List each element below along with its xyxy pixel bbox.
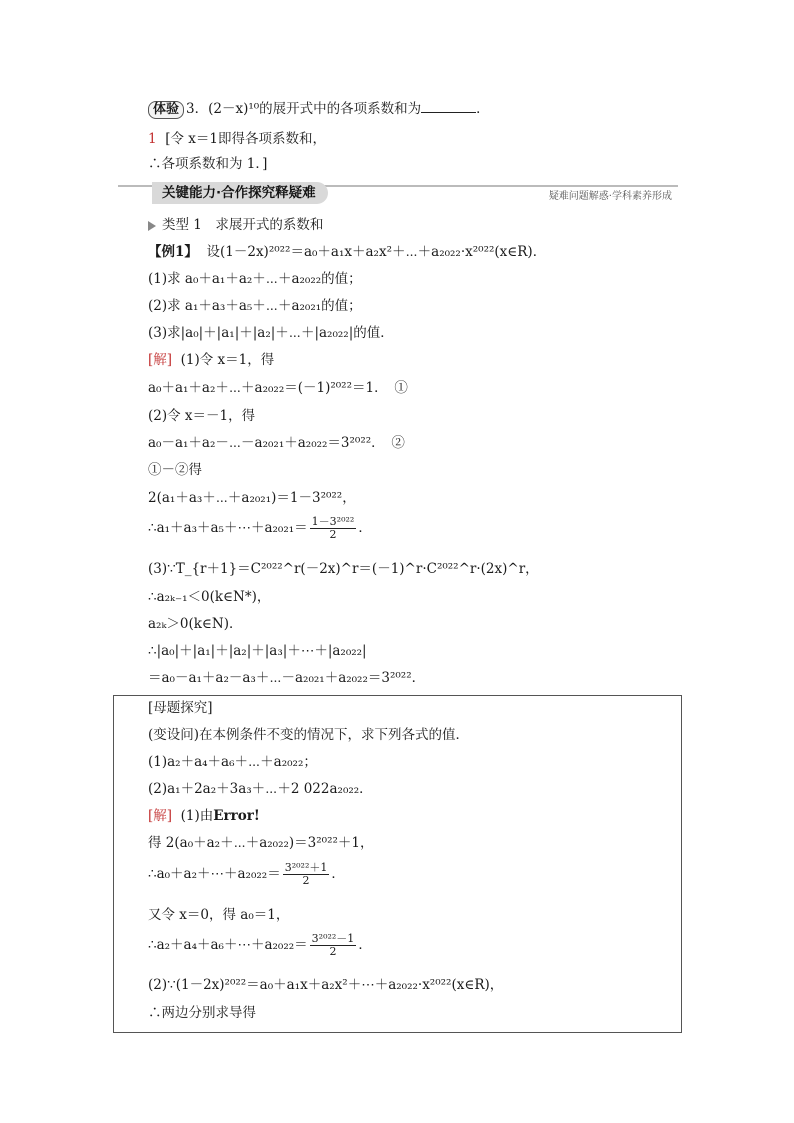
box-s3-pre: ∴a₀＋a₂＋⋯＋a₂₀₂₂＝: [148, 866, 281, 882]
solution-s1: (1)令 x＝1，得: [180, 352, 275, 368]
solution-s9: ∴a₂ₖ₋₁＜0(k∈N*)，: [148, 589, 271, 605]
fraction-den: 2: [302, 874, 310, 887]
example-q2: (2)求 a₁＋a₃＋a₅＋⋯＋a₂₀₂₁的值；: [148, 298, 362, 314]
solution-s4: a₀－a₁＋a₂－⋯－a₂₀₂₁＋a₂₀₂₂＝3²⁰²²． ②: [148, 435, 405, 451]
experience-answer-text: [令 x＝1即得各项系数和，: [165, 131, 326, 147]
fraction: [310, 516, 357, 541]
box-q1: (1)a₂＋a₄＋a₆＋⋯＋a₂₀₂₂；: [148, 754, 317, 770]
experience-answer-num: 1: [148, 131, 157, 147]
type-label: 类型 1 求展开式的系数和: [162, 217, 324, 233]
box-s1-error: Error!: [213, 808, 260, 824]
solution-s3: (2)令 x＝－1，得: [148, 408, 256, 424]
answer-blank: [421, 100, 476, 113]
fraction-den: 2: [329, 945, 337, 958]
fraction: [283, 862, 330, 887]
fraction-num: 3²⁰²²＋1: [284, 861, 328, 874]
box-question: (变设问)在本例条件不变的情况下，求下列各式的值．: [148, 727, 470, 743]
example-statement: [148, 243, 546, 261]
solution-s8: (3)∵T_{r＋1}＝C²⁰²²^r(－2x)^r＝(－1)^r·C²⁰²²^r·(2x)^r，: [148, 561, 539, 577]
experience-answer: [148, 130, 326, 148]
fraction-num: 1－3²⁰²²: [311, 515, 355, 528]
solution-s5: ①－②得: [148, 462, 202, 478]
box-s3-post: ．: [331, 866, 345, 882]
type-heading: [148, 216, 323, 234]
solution-s10: a₂ₖ＞0(k∈N)．: [148, 616, 243, 632]
experience-answer-2: ∴各项系数和为 1．]: [148, 156, 268, 172]
box-q2: (2)a₁＋2a₂＋3a₃＋⋯＋2 022a₂₀₂₂．: [148, 781, 373, 797]
solution-s2: a₀＋a₁＋a₂＋⋯＋a₂₀₂₂＝(－1)²⁰²²＝1． ①: [148, 380, 408, 396]
box-title: [母题探究]: [148, 700, 213, 716]
example-head: 【例1】: [148, 244, 198, 260]
fraction: [310, 933, 357, 958]
box-s5-post: ．: [358, 937, 372, 953]
solution-s7-post: ．: [358, 520, 372, 536]
box-s1-pre: (1)由: [180, 808, 214, 824]
solution-s6: 2(a₁＋a₃＋⋯＋a₂₀₂₁)＝1－3²⁰²²，: [148, 490, 356, 506]
solution-s7-pre: ∴a₁＋a₃＋a₅＋⋯＋a₂₀₂₁＝: [148, 520, 308, 536]
experience-end: ．: [476, 101, 490, 117]
box-s5: [148, 933, 372, 958]
section-title: 关键能力·合作探究释疑难: [152, 182, 328, 204]
solution-tag: [解]: [148, 352, 173, 368]
solution-s7: [148, 516, 372, 541]
box-s6: (2)∵(1－2x)²⁰²²＝a₀＋a₁x＋a₂x²＋⋯＋a₂₀₂₂·x²⁰²²(x∈R)，: [148, 977, 504, 993]
play-icon: [148, 221, 156, 231]
example-q1: (1)求 a₀＋a₁＋a₂＋⋯＋a₂₀₂₂的值；: [148, 271, 362, 287]
box-s4: 又令 x＝0，得 a₀＝1，: [148, 907, 290, 923]
experience-question: [148, 100, 490, 119]
box-s5-pre: ∴a₂＋a₄＋a₆＋⋯＋a₂₀₂₂＝: [148, 937, 308, 953]
section-bar: [118, 180, 678, 206]
solution-s12: ＝a₀－a₁＋a₂－a₃＋⋯－a₂₀₂₁＋a₂₀₂₂＝3²⁰²²．: [148, 670, 426, 686]
box-s2: 得 2(a₀＋a₂＋⋯＋a₂₀₂₂)＝3²⁰²²＋1，: [148, 835, 374, 851]
box-s1: [148, 807, 260, 825]
experience-tag: 体验: [148, 101, 184, 119]
experience-question-text: 3．(2－x)¹⁰的展开式中的各项系数和为: [186, 101, 422, 117]
fraction-num: 3²⁰²²－1: [311, 932, 355, 945]
box-s7: ∴两边分别求导得: [148, 1005, 256, 1021]
solution-line-1: [148, 351, 274, 369]
example-stmt: 设(1－2x)²⁰²²＝a₀＋a₁x＋a₂x²＋⋯＋a₂₀₂₂·x²⁰²²(x∈R)．: [206, 244, 547, 260]
solution-s11: ∴|a₀|＋|a₁|＋|a₂|＋|a₃|＋⋯＋|a₂₀₂₂|: [148, 643, 367, 659]
box-s3: [148, 862, 345, 887]
fraction-den: 2: [329, 528, 337, 541]
example-q3: (3)求|a₀|＋|a₁|＋|a₂|＋⋯＋|a₂₀₂₂|的值．: [148, 325, 394, 341]
section-subtitle: 疑难问题解惑·学科素养形成: [548, 191, 672, 202]
box-solution-tag: [解]: [148, 808, 173, 824]
